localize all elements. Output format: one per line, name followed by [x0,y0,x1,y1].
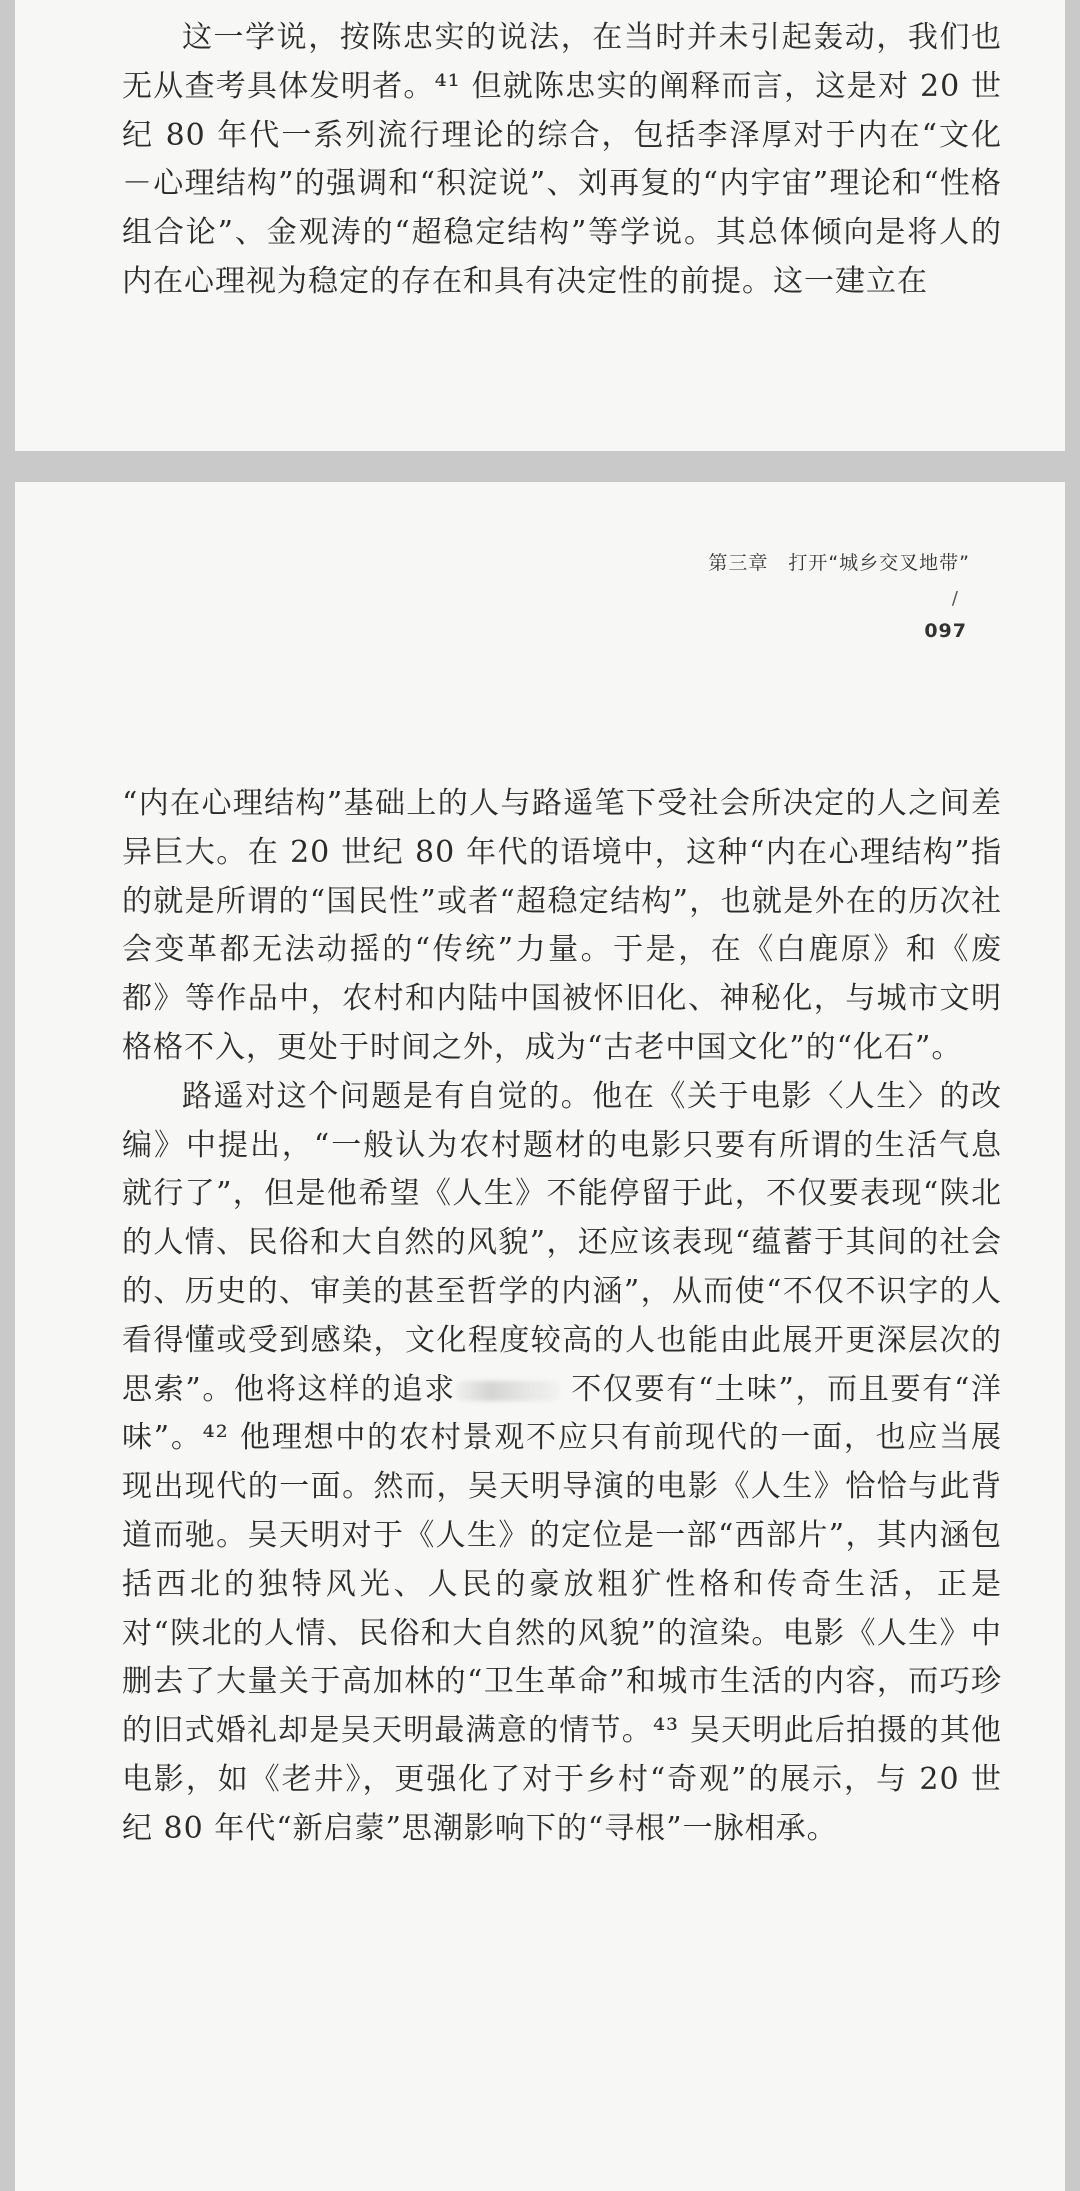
page-number: 097 [924,620,967,642]
top-paragraph: 这一学说，按陈忠实的说法，在当时并未引起轰动，我们也无从查考具体发明者。⁴¹ 但就陈忠实的阐释而言，这是对 20 世纪 80 年代一系列流行理论的综合，包括李泽厚对于内在“文化－心理结构”的强调和“积淀说”、刘再复的“内宇宙”理论和“性格组合论”、金观涛的“超稳定结构”等学说。其总体倾向是将人的内在心理视为稳定的存在和具有决定性的前提。这一建立在 [122,20,1002,299]
paragraph-luyao-part2: 不仅要有“土味”，而且要有“洋味”。⁴² 他理想中的农村景观不应只有前现代的一面，也应当展现出现代的一面。然而，吴天明导演的电影《人生》恰恰与此背道而驰。吴天明对于《人生》的定位是一部“西部片”，其内涵包括西北的独特风光、人民的豪放粗犷性格和传奇生活，正是对“陕北的人情、民俗和大自然的风貌”的渲染。电影《人生》中删去了大量关于高加林的“卫生革命”和城市生活的内容，而巧珍的旧式婚礼却是吴天明最满意的情节。⁴³ 吴天明此后拍摄的其他电影，如《老井》，更强化了对于乡村“奇观”的展示，与 20 世纪 80 年代“新启蒙”思潮影响下的“寻根”一脉相承。 [122,1371,1002,1846]
top-page-body [122,14,1002,307]
header-slash: / [951,588,958,609]
paragraph-continuation: “内在心理结构”基础上的人与路遥笔下受社会所决定的人之间差异巨大。在 20 世纪 80 年代的语境中，这种“内在心理结构”指的就是所谓的“国民性”或者“超稳定结构”，也就是外在的历次社会变革都无法动摇的“传统”力量。于是，在《白鹿原》和《废都》等作品中，农村和内陆中国被怀旧化、神秘化，与城市文明格格不入，更处于时间之外，成为“古老中国文化”的“化石”。 [122,786,1002,1065]
paragraph-luyao-part1: 路遥对这个问题是有自觉的。他在《关于电影〈人生〉的改编》中提出，“一般认为农村题材的电影只要有所谓的生活气息就行了”，但是他希望《人生》不能停留于此，不仅要表现“陕北的人情、民俗和大自然的风貌”，还应该表现“蕴蓄于其间的社会的、历史的、审美的甚至哲学的内涵”，从而使“不仅不识字的人看得懂或受到感染，文化程度较高的人也能由此展开更深层次的思索”。他将这样的追求 [122,1078,1002,1407]
bottom-page-body [122,780,1002,1854]
smudge-mark [456,1381,560,1401]
top-page [15,0,1065,451]
bottom-page [15,482,1065,2191]
paragraph-luyao [122,1073,1002,1854]
running-header: 第三章 打开“城乡交叉地带” [708,552,970,574]
